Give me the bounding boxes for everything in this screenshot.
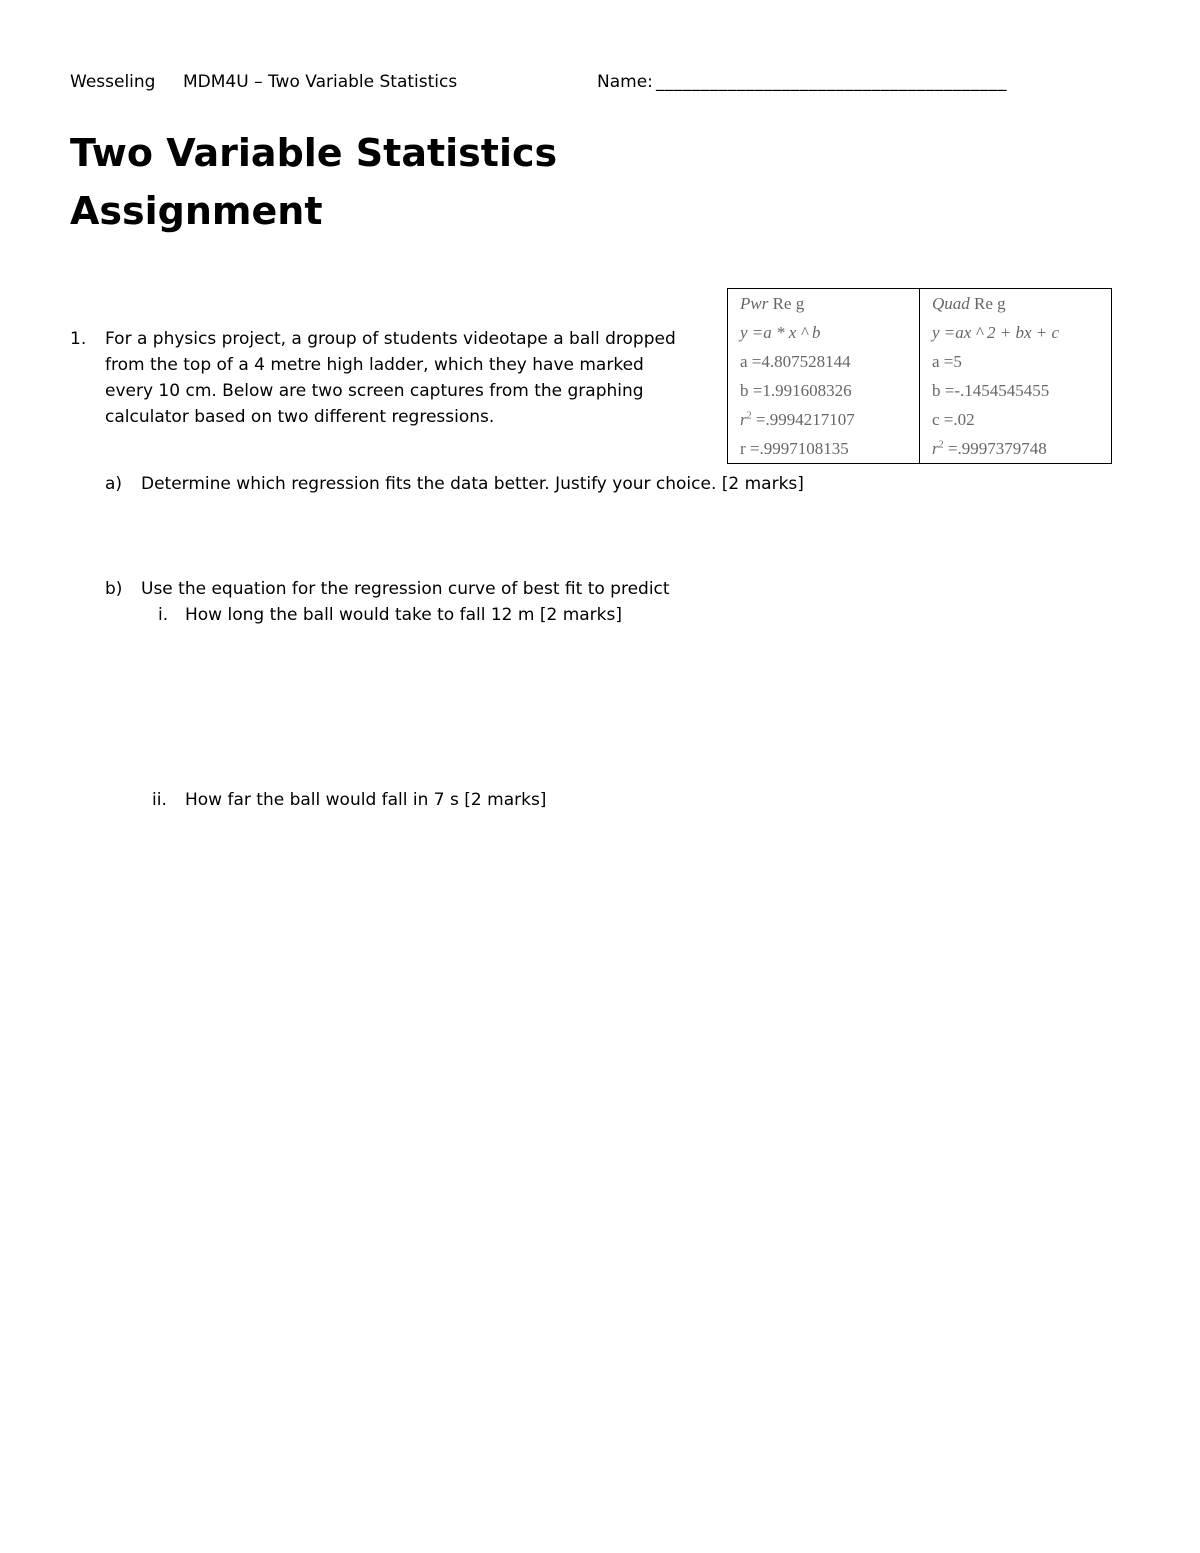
quad-reg-equation: y =ax ^ 2 + bx + c [920,318,1112,347]
question-1-text [105,326,676,430]
header-course: MDM4U – Two Variable Statistics [183,72,458,92]
question-1-line: every 10 cm. Below are two screen captures from the graphing [105,381,644,401]
quad-reg-heading: Quad Re g [920,289,1112,319]
pwr-reg-heading: Pwr Re g [740,293,805,313]
page-title-line2: Assignment [70,189,323,233]
part-b-ii-label: ii. [152,790,167,810]
part-b-ii-text: How far the ball would fall in 7 s [2 marks] [185,790,547,810]
header-name-line: _______________________________________ [656,72,1007,92]
pwr-reg-r2: $r^2 =.9994217107$ [740,409,855,429]
part-b-text: Use the equation for the regression curve of best fit to predict [141,579,670,599]
part-b-label: b) [105,579,123,599]
pwr-reg-r: r =.9997108135 [740,438,849,458]
header-name-label: Name: [597,72,653,92]
question-1-line: from the top of a 4 metre high ladder, which they have marked [105,355,644,375]
quad-reg-c: c =.02 [920,405,1112,434]
regression-table [727,288,1112,464]
page-title-line1: Two Variable Statistics [70,131,558,175]
header-author: Wesseling [70,72,156,92]
quad-reg-b: b =-.1454545455 [920,376,1112,405]
question-1-line: For a physics project, a group of students videotape a ball dropped [105,329,676,349]
part-b-i-label: i. [158,605,169,625]
pwr-reg-equation: y =a * x ^ b [740,322,821,342]
part-b-i-text: How long the ball would take to fall 12 m [2 marks] [185,605,623,625]
quad-reg-a: a =5 [920,347,1112,376]
part-a-label: a) [105,474,123,494]
quad-reg-r2: $r^2 =.9997379748$ [920,434,1112,464]
question-1-line: calculator based on two different regressions. [105,407,495,427]
pwr-reg-a: a =4.807528144 [740,351,851,371]
question-number: 1. [70,329,87,349]
part-a-text: Determine which regression fits the data better. Justify your choice. [2 marks] [141,474,804,494]
pwr-reg-b: b =1.991608326 [740,380,852,400]
